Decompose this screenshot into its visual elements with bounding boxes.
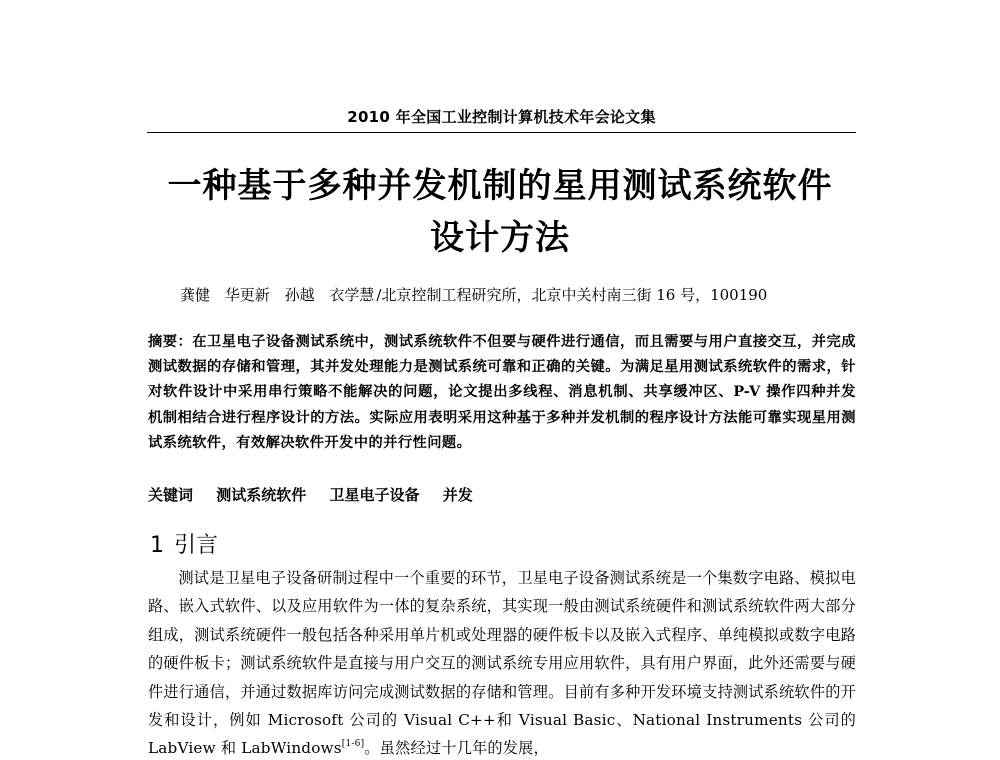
keyword-item: 测试系统软件 — [216, 486, 307, 504]
header-rule — [147, 132, 856, 133]
keywords-label: 关键词 — [148, 486, 194, 504]
author-name: 孙越 — [284, 286, 315, 304]
author-line — [180, 284, 767, 305]
paragraph-text: 测试是卫星电子设备研制过程中一个重要的环节，卫星电子设备测试系统是一个集数字电路、模拟电路、嵌入式软件、以及应用软件为一体的复杂系统，其实现一般由测试系统硬件和测试系统软件两大部分组成，测试系统硬件一般包括各种采用单片机或处理器的硬件板卡以及嵌入式程序、单纯模拟或数字电路的硬件板卡；测试系统软件是直接与用户交互的测试系统专用应用软件，具有用户界面，此外还需要与硬件进行通信，并通过数据库访问完成测试数据的存储和管理。目前有多种开发环境支持测试系统软件的开发和设计，例如 Microsoft 公司的 Visual C++和 Visual Basic、National Instruments 公司的 LabView 和 LabWindows — [148, 569, 856, 758]
paragraph-text-continued: 。虽然经过十几年的发展， — [364, 739, 549, 758]
abstract — [148, 330, 856, 456]
section-title: 引言 — [174, 533, 219, 558]
body-paragraph — [148, 564, 856, 760]
paper-title-line-2: 设计方法 — [430, 218, 570, 258]
section-number: 1 — [150, 533, 164, 558]
keyword-item: 并发 — [442, 486, 473, 504]
section-heading — [150, 528, 218, 559]
paper-title-line-1: 一种基于多种并发机制的星用测试系统软件 — [167, 166, 833, 206]
abstract-label: 摘要： — [148, 334, 193, 350]
abstract-text: 在卫星电子设备测试系统中，测试系统软件不但要与硬件进行通信，而且需要与用户直接交互，并完成测试数据的存储和管理，其并发处理能力是测试系统可靠和正确的关键。为满足星用测试系统软件的需求，针对软件设计中采用串行策略不能解决的问题，论文提出多线程、消息机制、共享缓冲区、P-V 操作四种并发机制相结合进行程序设计的方法。实际应用表明采用这种基于多种并发机制的程序设计方法能可靠实现星用测试系统软件，有效解决软件开发中的并行性问题。 — [148, 334, 857, 451]
keyword-item: 卫星电子设备 — [329, 486, 420, 504]
paper-title — [120, 160, 880, 264]
author-name: 华更新 — [224, 286, 270, 304]
keywords-line — [148, 484, 491, 505]
author-name: 衣学慧 — [329, 286, 375, 304]
author-name: 龚健 — [180, 286, 211, 304]
citation-ref: [1-6] — [341, 739, 365, 750]
author-affiliation: /北京控制工程研究所，北京中关村南三街 16 号，100190 — [376, 286, 768, 304]
running-header: 2010 年全国工业控制计算机技术年会论文集 — [347, 108, 656, 126]
